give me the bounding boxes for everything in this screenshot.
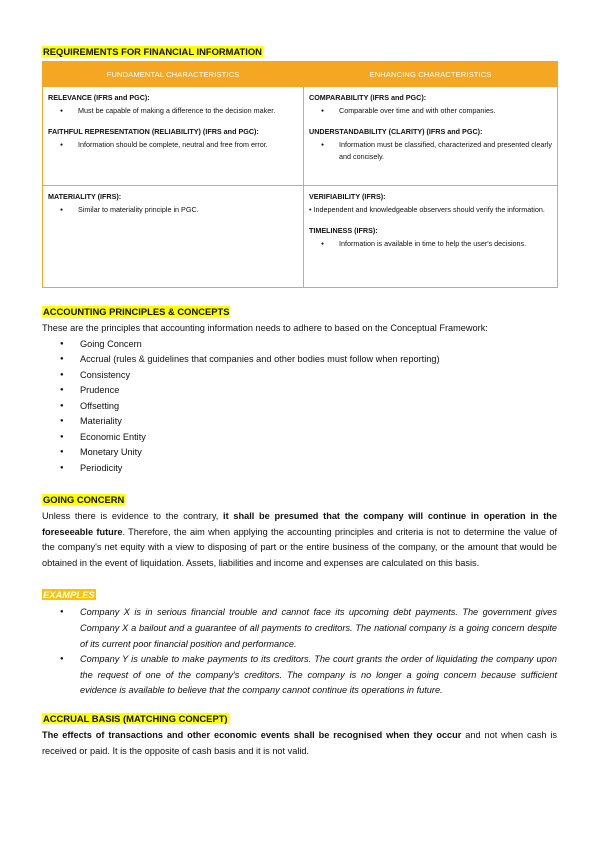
verifiability-item: • Independent and knowledgeable observers should verify the information. xyxy=(309,204,545,214)
cell-materiality xyxy=(43,186,304,288)
list-item: ● Monetary Unity xyxy=(42,445,557,461)
table-row xyxy=(43,186,558,288)
examples-section xyxy=(42,585,557,699)
list-item: ● Consistency xyxy=(42,368,557,384)
table-row xyxy=(43,87,558,186)
faithful-item: ● Information should be complete, neutral and free from error. xyxy=(48,139,298,152)
going-concern-title: GOING CONCERN xyxy=(43,494,125,506)
accrual-text-end: and not when cash is received or paid. It is the opposite of cash basis and it is not valid. xyxy=(42,730,557,756)
gc-text-start: Unless there is evidence to the contrary, xyxy=(42,511,224,522)
col-enhancing: ENHANCING CHARACTERISTICS xyxy=(304,62,558,87)
list-item: ● Materiality xyxy=(42,414,557,430)
relevance-title: RELEVANCE (IFRS and PGC): xyxy=(48,93,150,102)
list-item: ● Going Concern xyxy=(42,337,557,353)
comparability-title: COMPARABILITY (IFRS and PGC): xyxy=(309,93,427,102)
cell-verifiability xyxy=(304,186,558,288)
list-item: ● Company Y is unable to make payments to its creditors. The court grants the order of liquidating the company upon the request of one of the company's creditors. The company is no longer a going concern because sufficient evidence is available to believe that the company cannot continue its operations in future. xyxy=(42,652,557,699)
examples-title: EXAMPLES xyxy=(43,589,95,601)
going-concern-paragraph xyxy=(42,509,557,571)
understandability-item: ● Information must be classified, characterized and presented clearly and concisely. xyxy=(309,139,552,164)
list-item: ● Prudence xyxy=(42,383,557,399)
list-item: ● Accrual (rules & guidelines that companies and other bodies must follow when reporting) xyxy=(42,352,557,368)
gc-text-end: . Therefore, the aim when applying the accounting principles and criteria is not to determine the value of the company's net equity with a view to disposing of part or the entire business of the company, or the amount that would be obtained in the event of liquidation. Assets, liabilities and income and expenses are calculated on this basis. xyxy=(42,526,558,568)
characteristics-table xyxy=(42,61,558,288)
relevance-item: ● Must be capable of making a difference to the decision maker. xyxy=(48,105,298,118)
materiality-title: MATERIALITY (IFRS): xyxy=(48,192,122,201)
gc-text-bold: it shall be presumed that the company will continue in operation in the foreseeable future xyxy=(42,511,557,537)
timeliness-item: ● Information is available in time to help the user's decisions. xyxy=(309,238,552,251)
principles-section xyxy=(42,302,557,476)
faithful-title: FAITHFUL REPRESENTATION (RELIABILITY) (IFRS and PGC): xyxy=(48,127,259,136)
accrual-section xyxy=(42,709,557,759)
list-item: ● Company X is in serious financial trouble and cannot face its upcoming debt payments. The government gives Company X a bailout and a guarantee of all payments to creditors. The national company is a going concern despite of its current poor financial position and performance. xyxy=(42,605,557,652)
accrual-paragraph xyxy=(42,728,557,759)
accrual-title: ACCRUAL BASIS (MATCHING CONCEPT) xyxy=(43,713,228,725)
list-item: ● Economic Entity xyxy=(42,430,557,446)
document-page xyxy=(42,42,557,759)
cell-relevance xyxy=(43,87,304,186)
table-header-row xyxy=(43,62,558,87)
list-item: ● Offsetting xyxy=(42,399,557,415)
materiality-item: ● Similar to materiality principle in PGC. xyxy=(48,204,298,217)
understandability-title: UNDERSTANDABILITY (CLARITY) (IFRS and PGC): xyxy=(309,127,483,136)
timeliness-title: TIMELINESS (IFRS): xyxy=(309,226,378,235)
principles-title: ACCOUNTING PRINCIPLES & CONCEPTS xyxy=(43,306,230,317)
req-heading xyxy=(42,42,557,60)
accrual-text-bold: The effects of transactions and other economic events shall be recognised when they occur xyxy=(42,730,462,741)
req-title: REQUIREMENTS FOR FINANCIAL INFORMATION xyxy=(43,46,262,57)
principles-list xyxy=(42,337,557,477)
going-concern-section xyxy=(42,490,557,571)
comparability-item: ● Comparable over time and with other companies. xyxy=(309,105,552,118)
examples-list xyxy=(42,605,557,699)
list-item: ● Periodicity xyxy=(42,461,557,477)
principles-intro: These are the principles that accounting information needs to adhere to based on the Conceptual Framework: xyxy=(42,323,488,333)
col-fundamental: FUNDAMENTAL CHARACTERISTICS xyxy=(43,62,304,87)
verifiability-title: VERIFIABILITY (IFRS): xyxy=(309,192,386,201)
cell-comparability xyxy=(304,87,558,186)
